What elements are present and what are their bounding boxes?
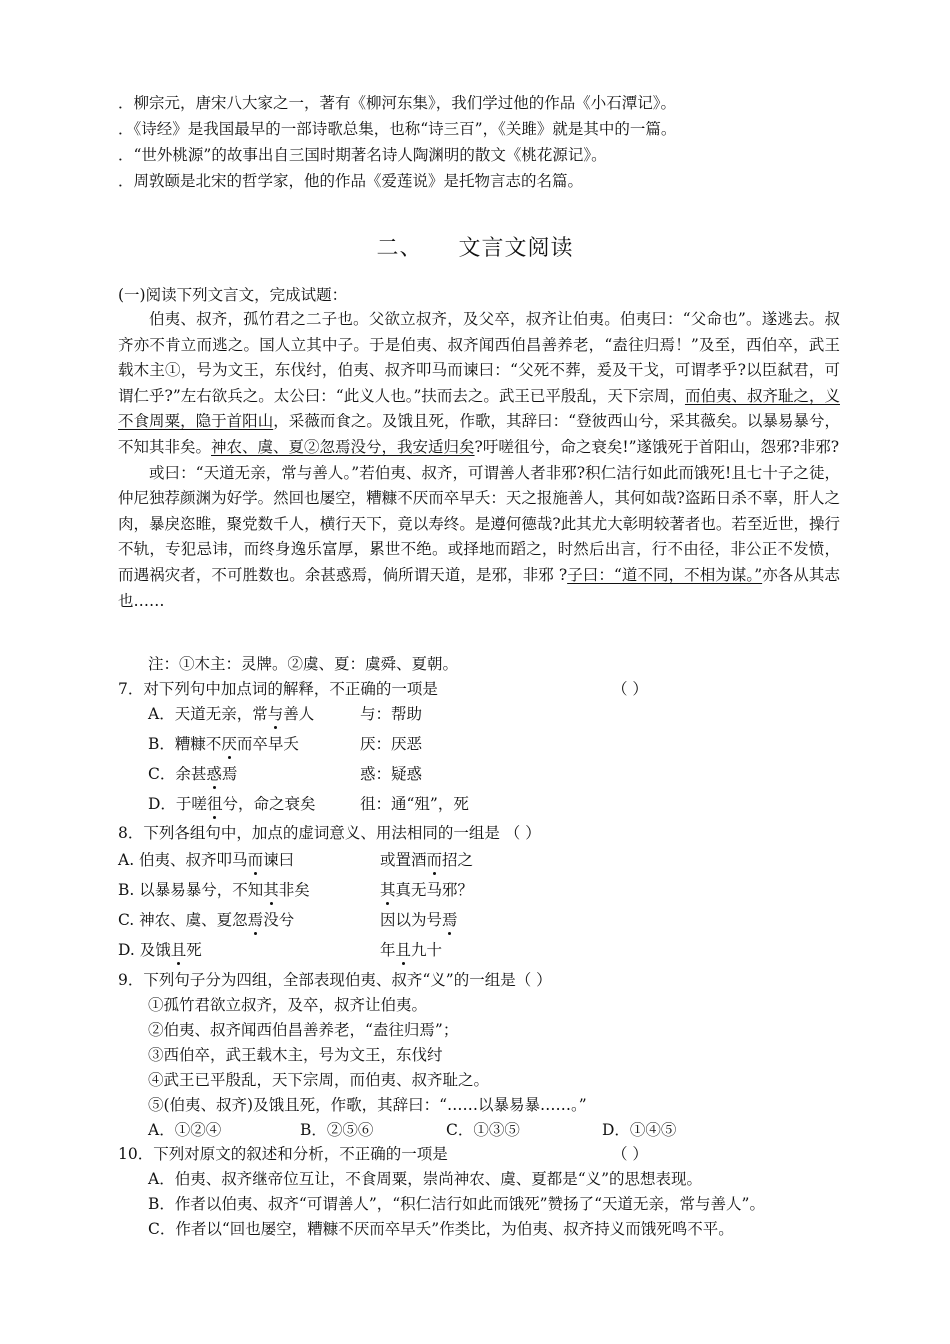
question-10-option: C．作者以“回也屡空，糟糠不厌而卒早夭”作类比，为伯夷、叔齐持义而饿死鸣不平。 <box>148 1220 734 1238</box>
dotted-word: 与 <box>267 705 284 723</box>
passage-text: ?吁嗟徂兮，命之衰矣!”遂饿死于首阳山，怨邪?非邪? <box>474 437 840 456</box>
question-8-option-pair: 因以为号焉 <box>380 911 458 929</box>
dotted-word: 且 <box>170 941 187 959</box>
dotted-word: 厌 <box>221 735 237 753</box>
choice-a: A．①②④ <box>148 1121 222 1139</box>
passage-text: 伯夷、叔齐，孤竹君之二子也。父欲立叔齐，及父卒，叔齐让伯夷。伯夷曰：“父命也”。遂逃去。叔齐亦不肯立而逃之。国人立其中子。于是伯夷、叔齐闻西伯昌善养老，“盍往归焉！”及至，西伯卒，武王载木主①，号为文王，东伐纣，伯夷、叔齐叩马而谏曰：“父死不葬，爰及干戈，可谓孝乎?以臣弑君，可谓仁乎?”左右欲兵之。太公曰：“此义人也。”扶而去之。武王已平殷乱，天下宗周， <box>118 310 840 405</box>
question-7-option: C．余甚惑焉 <box>148 765 238 783</box>
dotted-word: 且 <box>395 941 412 959</box>
question-8-stem: 8．下列各组句中，加点的虚词意义、用法相同的一组是 （ ） <box>118 824 541 842</box>
dotted-word: 徂 <box>206 795 223 813</box>
question-7-stem: 7．对下列句中加点词的解释，不正确的一项是 <box>118 680 438 698</box>
reading-instruction: (一)阅读下列文言文，完成试题： <box>118 286 348 304</box>
choice-c: C．①③⑤ <box>446 1121 520 1139</box>
section-heading <box>0 234 950 264</box>
question-9-item: ④武王已平殷乱，天下宗周，而伯夷、叔齐耻之。 <box>148 1071 490 1089</box>
list-item: ．《诗经》是我国最早的一部诗歌总集，也称“诗三百”，《关雎》就是其中的一篇。 <box>118 120 677 138</box>
option-explanation: 惑：疑惑 <box>360 765 423 783</box>
question-10-stem: 10．下列对原文的叙述和分析，不正确的一项是 <box>118 1145 448 1163</box>
question-9-item: ⑤(伯夷、叔齐)及饿且死，作歌，其辞曰：“……以暴易暴……。” <box>148 1096 587 1114</box>
list-item: ．周敦颐是北宋的哲学家，他的作品《爱莲说》是托物言志的名篇。 <box>118 172 584 190</box>
passage-text: 亦各从其志也…… <box>118 565 840 610</box>
question-8-option: A. 伯夷、叔齐叩马而谏曰 <box>118 851 295 869</box>
question-7-option: B．糟糠不厌而卒早夭 <box>148 735 299 753</box>
list-item: ．柳宗元，唐宋八大家之一，著有《柳河东集》，我们学过他的作品《小石潭记》。 <box>118 94 677 112</box>
section-title: 文言文阅读 <box>458 236 574 261</box>
dotted-word: 惑 <box>206 765 222 783</box>
question-8-option: B. 以暴易暴兮，不知其非矣 <box>118 881 310 899</box>
dotted-word: 而 <box>247 851 264 869</box>
question-8-option-pair: 或置酒而招之 <box>380 851 474 869</box>
classical-passage <box>118 307 840 614</box>
question-8-option: C. 神农、虞、夏忽焉没兮 <box>118 911 295 929</box>
question-10-option: B．作者以伯夷、叔齐“可谓善人”，“积仁洁行如此而饿死”赞扬了“天道无亲，常与善人”。 <box>148 1195 765 1213</box>
question-7-option: D．于嗟徂兮，命之衰矣 <box>148 795 316 813</box>
question-8-option-pair: 其真无马邪？ <box>380 881 474 899</box>
passage-note: 注：①木主：灵牌。②虞、夏：虞舜、夏朝。 <box>148 655 459 673</box>
underlined-sentence: 子曰：“道不同，不相为谋。” <box>567 565 763 584</box>
passage-text: 或曰：“天道无亲，常与善人。”若伯夷、叔齐，可谓善人者非邪?积仁洁行如此而饿死!且七十子之徒，仲尼独荐颜渊为好学。然回也屡空，糟糠不厌而卒早夭：天之报施善人，其何如哉?盗跖日杀不辜，肝人之肉，暴戾恣睢，聚党数千人，横行天下，竟以寿终。是遵何德哉?此其尤大彰明较著者也。若至近世，操行不轨，专犯忌讳，而终身逸乐富厚，累世不绝。或择地而蹈之，时然后出言，行不由径，非公正不发愤，而遇祸灾者，不可胜数也。余甚惑焉，倘所谓天道，是邪，非邪 ? <box>118 463 840 584</box>
passage-text: ，采薇而食之。及饿且死，作歌，其辞曰：“登彼西山兮，采其薇矣。以暴易暴兮，不知其非矣。 <box>118 412 840 456</box>
option-explanation: 徂：通“殂”，死 <box>360 795 469 813</box>
option-explanation: 厌：厌恶 <box>360 735 423 753</box>
question-7-option: A．天道无亲，常与善人 <box>148 705 315 723</box>
passage-paragraph-1 <box>118 307 840 461</box>
passage-paragraph-2 <box>118 461 840 615</box>
dotted-word: 其 <box>380 881 396 899</box>
dotted-word: 而 <box>426 851 443 869</box>
choice-b: B．②⑤⑥ <box>300 1121 374 1139</box>
option-explanation: 与：帮助 <box>360 705 423 723</box>
question-10-option: A．伯夷、叔齐继帝位互让，不食周粟，崇尚神农、虞、夏都是“义”的思想表现。 <box>148 1170 703 1188</box>
answer-blank: （ ） <box>612 680 648 698</box>
question-8-option-pair: 年且九十 <box>380 941 443 959</box>
underlined-sentence: 而伯夷、叔齐耻之，义不食周粟，隐于首阳山 <box>118 386 840 431</box>
question-9-item: ③西伯卒，武王载木主，号为文王，东伐纣 <box>148 1046 443 1064</box>
question-9-item: ①孤竹君欲立叔齐，及卒，叔齐让伯夷。 <box>148 996 428 1014</box>
choice-d: D．①④⑤ <box>602 1121 677 1139</box>
question-9-stem: 9．下列句子分为四组，全部表现伯夷、叔齐“义”的一组是（ ） <box>118 971 552 989</box>
question-9-item: ②伯夷、叔齐闻西伯昌善养老，“盍往归焉”； <box>148 1021 459 1039</box>
dotted-word: 其 <box>263 881 279 899</box>
underlined-sentence: 神农、虞、夏②忽焉没兮，我安适归矣 <box>211 437 475 456</box>
question-8-option: D. 及饿且死 <box>118 941 202 959</box>
answer-blank: （ ） <box>612 1145 648 1163</box>
dotted-word: 焉 <box>247 911 264 929</box>
dotted-word: 焉 <box>442 911 458 929</box>
section-number: 二、 <box>376 236 423 261</box>
list-item: ．“世外桃源”的故事出自三国时期著名诗人陶渊明的散文《桃花源记》。 <box>118 146 607 164</box>
